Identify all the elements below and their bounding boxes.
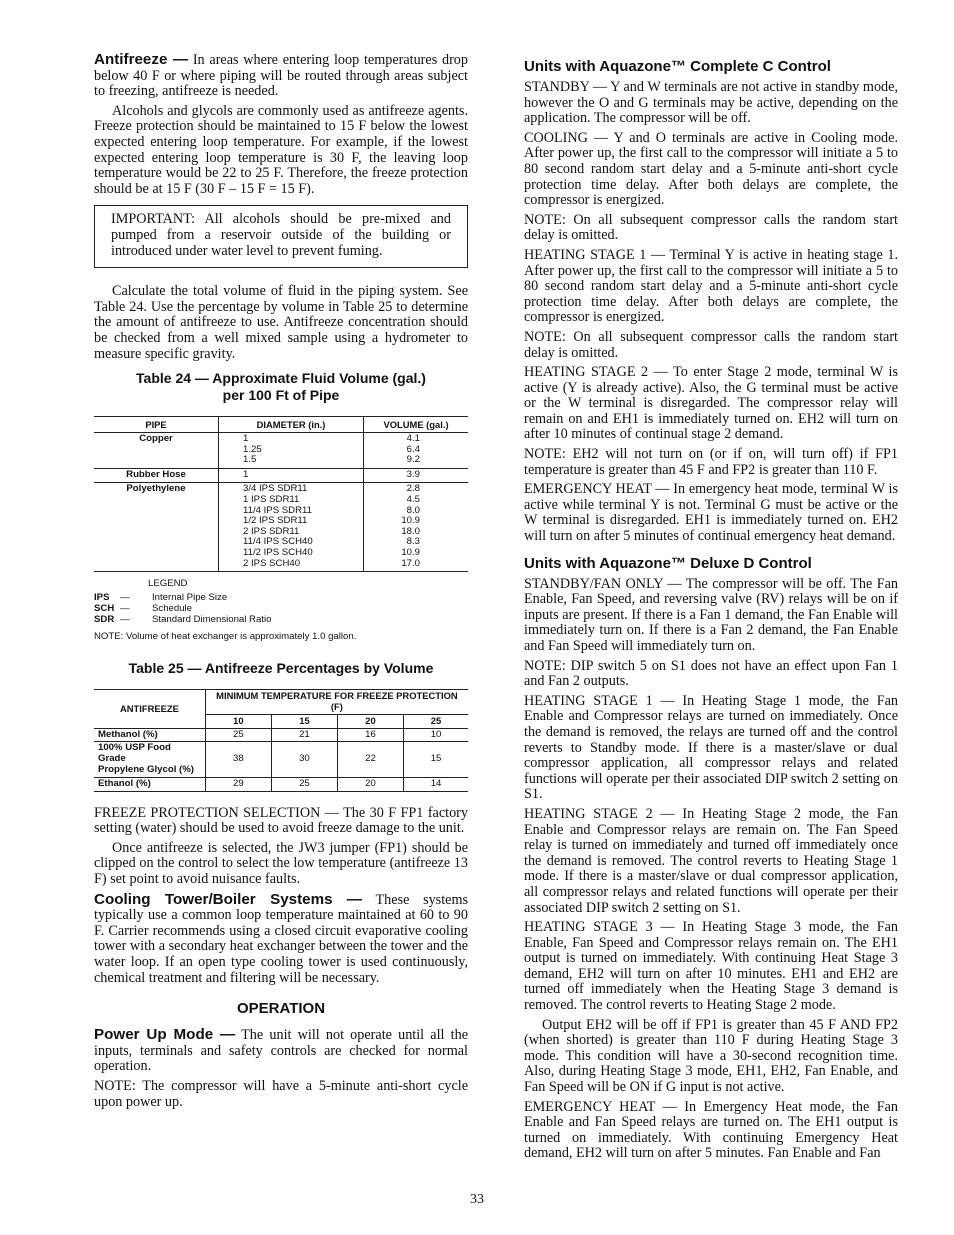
table25-row-propylene-glycol: 100% USP Food Grade Propylene Glycol (%) 38 30 22 15	[94, 742, 468, 777]
c-heating-stage-1: HEATING STAGE 1 — Terminal Y is active in heating stage 1. After power up, the first call to the compressor will initiate a 5 to 80 second random start delay and a 5-minute anti-short cycle protection time delay. After both delays are complete, the compressor is energized.	[524, 246, 898, 326]
table24-caption	[94, 370, 468, 404]
table24-legend	[94, 578, 468, 625]
c-note-1: NOTE: On all subsequent compressor calls the random start delay is omitted.	[524, 211, 898, 244]
power-up-paragraph: Power Up Mode — The unit will not operate until all the inputs, terminals and safety controls are checked for normal operation.	[94, 1026, 468, 1075]
table25-caption: Table 25 — Antifreeze Percentages by Volume	[128, 660, 434, 677]
table24-header-diameter: DIAMETER (in.)	[219, 417, 364, 433]
table25-temp: 25	[404, 714, 468, 728]
c-heating-stage-2: HEATING STAGE 2 — To enter Stage 2 mode, terminal W is active (Y is already active). Also, the G terminal must be active or the W terminal is disregarded. The compressor relay will remain on and EH1 is immediately turned on. EH2 will turn on after 10 minutes of continual stage 2 demand.	[524, 364, 898, 443]
operation-heading: OPERATION	[236, 1000, 326, 1018]
table24-volumes: 3.9	[364, 468, 468, 483]
table25	[94, 689, 468, 791]
important-text: IMPORTANT: All alcohols should be pre-mixed and pumped from a reservoir outside of the building or introduced under water level to prevent fuming.	[111, 211, 451, 259]
c-standby: STANDBY — Y and W terminals are not active in standby mode, however the O and G terminals may be active, depending on the application. The compressor will be off.	[524, 79, 898, 127]
c-note-eh2: NOTE: EH2 will not turn on (or if on, will turn off) if FP1 temperature is greater than 45 F and FP2 is greater than 110 F.	[524, 446, 898, 478]
page-number: 33	[470, 1192, 484, 1207]
deluxe-d-control-heading: Units with Aquazone™ Deluxe D Control	[524, 554, 812, 572]
table24-row-copper	[94, 433, 468, 469]
cooling-tower-heading: Cooling Tower/Boiler Systems —	[94, 890, 363, 908]
power-up-note: NOTE: The compressor will have a 5-minute anti-short cycle upon power up.	[94, 1077, 468, 1110]
table24-header-volume: VOLUME (gal.)	[364, 417, 468, 433]
calculate-paragraph: Calculate the total volume of fluid in the piping system. See Table 24. Use the percentage by volume in Table 25 to determine the amount of antifreeze to use. Antifreeze concentration should be checked from a well mixed sample using a hydrometer to measure specific gravity.	[94, 283, 468, 362]
table25-header-antifreeze: ANTIFREEZE	[94, 690, 205, 728]
d-heating-stage-1: HEATING STAGE 1 — In Heating Stage 1 mode, the Fan Enable and Compressor relays are turned on immediately. Once the demand is removed, the relays are turned off and the control reverts to Standby mode. If there is a master/slave or dual compressor application, all compressor relays and related functions will operate per their associated DIP switch 2 setting on S1.	[524, 692, 898, 803]
d-heating-stage-2: HEATING STAGE 2 — In Heating Stage 2 mode, the Fan Enable and Compressor relays are remain on. The Fan Speed relay is turned on immediately and turned off immediately once the demand is removed. The control reverts to Heating Stage 1 mode. If there is a master/slave or dual compressor application, all compressor relays and related functions will operate per their associated DIP switch 2 setting on S1.	[524, 805, 898, 916]
d-note-dip: NOTE: DIP switch 5 on S1 does not have an effect upon Fan 1 and Fan 2 outputs.	[524, 657, 898, 690]
table24-material: Copper	[94, 433, 219, 469]
right-column	[524, 52, 898, 1166]
table24-note: NOTE: Volume of heat exchanger is approximately 1.0 gallon.	[94, 631, 357, 643]
table24-volumes: 2.8 4.5 8.0 10.9 18.0 8.3 10.9 17.0	[401, 483, 420, 569]
antifreeze-heading: Antifreeze —	[94, 51, 189, 68]
table25-temp: 20	[337, 714, 403, 728]
c-cooling: COOLING — Y and O terminals are active in Cooling mode. After power up, the first call to the compressor will initiate a 5 to 80 second random start delay and a 5-minute anti-short cycle protection time delay. After both delays are complete, the compressor is energized.	[524, 129, 898, 209]
table24-material: Polyethylene	[94, 483, 219, 572]
antifreeze-text: In areas where entering loop temperatures drop below 40 F or where piping will be routed through areas subject to freezing, antifreeze is needed.	[94, 52, 468, 100]
power-up-heading: Power Up Mode —	[94, 1026, 236, 1044]
table24-diameters: 1 1.25 1.5	[219, 433, 364, 469]
table24-row-polyethylene	[94, 483, 468, 572]
cooling-tower-paragraph: Cooling Tower/Boiler Systems — These systems typically use a common loop temperature maintained at 60 to 90 F. Carrier recommends using a closed circuit evaporative cooling tower with a secondary heat exchanger between the tower and the water loop. If an open type cooling tower is used continuously, chemical treatment and filtering will be necessary.	[94, 890, 468, 986]
once-paragraph: Once antifreeze is selected, the JW3 jumper (FP1) should be clipped on the control to select the low temperature (antifreeze 13 F) set point to avoid nuisance faults.	[94, 839, 468, 887]
d-standby-fan: STANDBY/FAN ONLY — The compressor will be off. The Fan Enable, Fan Speed, and reversing valve (RV) relays will be on if inputs are present. If there is a Fan 1 demand, the Fan Enable will immediately turn on. If there is a Fan 2 demand, the Fan Enable and Fan Speed will immediately turn on.	[524, 575, 898, 654]
table24-diameters: 3/4 IPS SDR11 1 IPS SDR11 11/4 IPS SDR11 1/2 IPS SDR11 2 IPS SDR11 11/4 IPS SCH40 11/2 IPS SCH40 2 IPS SCH40	[219, 483, 364, 572]
c-note-2: NOTE: On all subsequent compressor calls the random start delay is omitted.	[524, 328, 898, 361]
table24-diameters: 1	[219, 468, 364, 483]
table24-caption-line2: per 100 Ft of Pipe	[222, 387, 340, 404]
table25-temp: 10	[205, 714, 271, 728]
table24-material: Rubber Hose	[94, 468, 219, 483]
antifreeze-paragraph	[94, 52, 468, 100]
important-box	[94, 205, 468, 268]
c-emergency-heat: EMERGENCY HEAT — In emergency heat mode, terminal W is active while terminal Y is not. Terminal G must be active or the W terminal is disregarded. EH1 is immediately turned on. EH2 will turn on after 5 minutes of continual emergency heat demand.	[524, 481, 898, 545]
alcohols-paragraph: Alcohols and glycols are commonly used as antifreeze agents. Freeze protection should be maintained to 15 F below the lowest expected entering loop temperature. For example, if the lowest expected entering loop temperature is 30 F, the leaving loop temperature would be 22 to 25 F. Therefore, the freeze protection should be at 15 F (30 F – 15 F = 15 F).	[94, 102, 468, 197]
legend-item: SCH — Schedule	[94, 603, 193, 615]
table25-row-ethanol: Ethanol (%) 29 25 20 14	[94, 777, 468, 791]
table25-temp: 15	[271, 714, 337, 728]
left-column	[94, 52, 468, 1114]
complete-c-control-heading: Units with Aquazone™ Complete C Control	[524, 58, 831, 75]
table25-row-methanol: Methanol (%) 25 21 16 10	[94, 728, 468, 742]
table24-row-rubber-hose	[94, 468, 468, 483]
table24	[94, 416, 468, 572]
legend-item: SDR — Standard Dimensional Ratio	[94, 614, 272, 626]
legend-title: LEGEND	[148, 578, 188, 590]
table24-caption-line1: Table 24 — Approximate Fluid Volume (gal.)	[136, 370, 426, 387]
d-output-eh2: Output EH2 will be off if FP1 is greater than 45 F AND FP2 (when shorted) is greater than 110 F during Heating Stage 3 mode. This condition will have a 30-second recognition time. Also, during Heating Stage 3 mode, EH1, EH2, Fan Enable, and Fan Speed will be ON if G input is not active.	[524, 1016, 898, 1096]
table24-volumes: 4.1 6.4 9.2	[364, 433, 468, 469]
freeze-selection-paragraph: FREEZE PROTECTION SELECTION — The 30 F FP1 factory setting (water) should be used to avoid freeze damage to the unit.	[94, 804, 468, 837]
d-heating-stage-3: HEATING STAGE 3 — In Heating Stage 3 mode, the Fan Enable, Fan Speed and Compressor relays remain on. The EH1 output is turned on immediately. With continuing Heat Stage 3 demand, EH2 will turn on after 10 minutes. EH1 and EH2 are turned off immediately when the Heating Stage 3 demand is removed. The control reverts to Heating Stage 2 mode.	[524, 919, 898, 1014]
table25-header-group: MINIMUM TEMPERATURE FOR FREEZE PROTECTION (F)	[205, 690, 468, 715]
d-emergency-heat: EMERGENCY HEAT — In Emergency Heat mode, the Fan Enable and Fan Speed relays are turned on. The EH1 output is turned on immediately. With continuing Emergency Heat demand, EH2 will turn on after 5 minutes. Fan Enable and Fan	[524, 1098, 898, 1162]
table24-header-pipe: PIPE	[94, 417, 219, 433]
legend-item: IPS — Internal Pipe Size	[94, 592, 228, 604]
